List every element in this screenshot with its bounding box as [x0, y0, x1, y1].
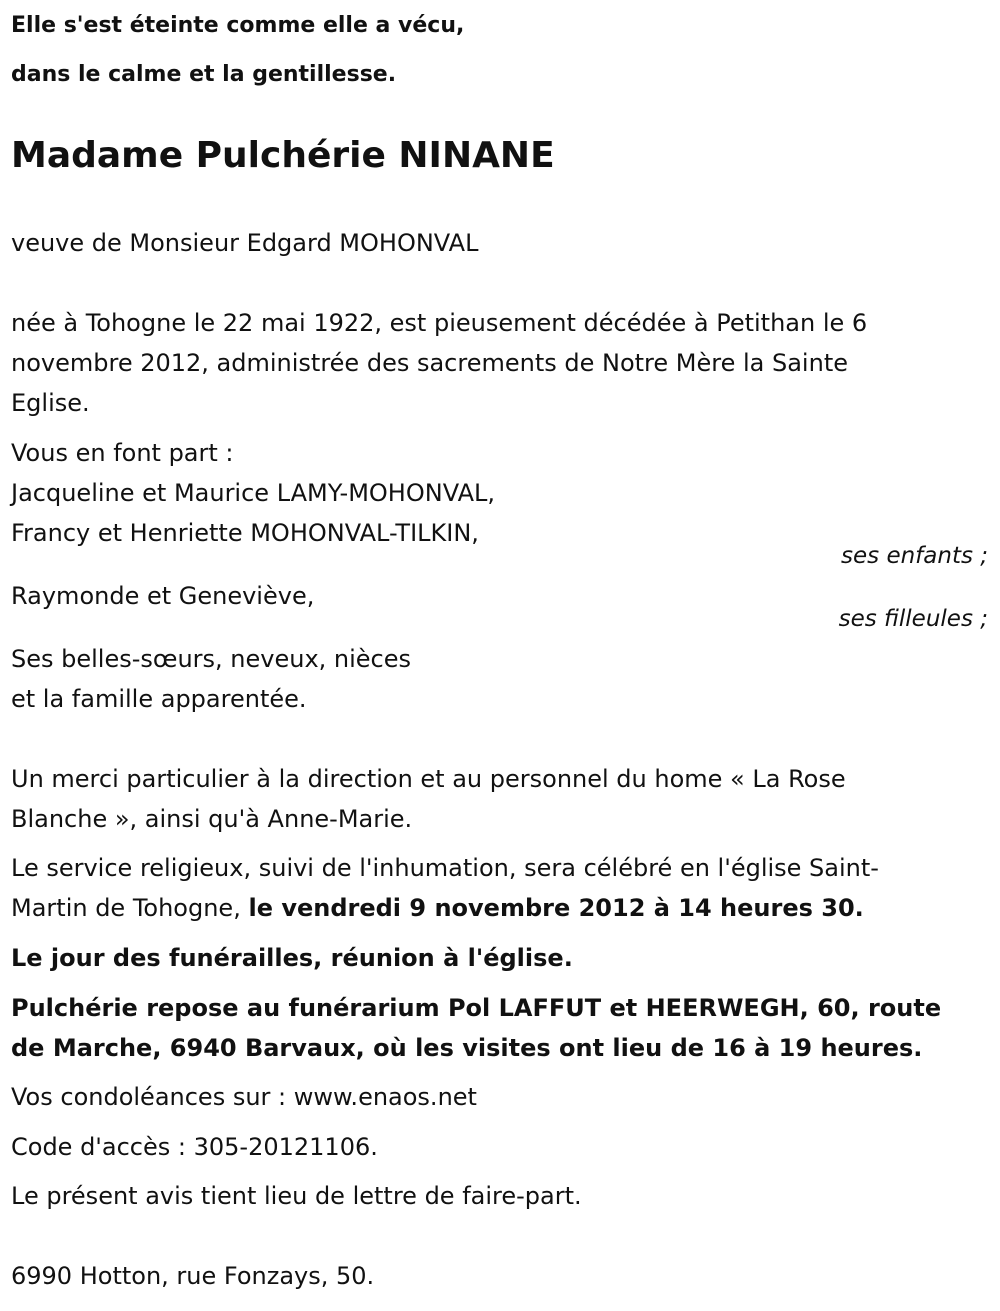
birth-death-line-2: novembre 2012, administrée des sacrements de Notre Mère la Sainte	[11, 349, 848, 377]
service-datetime: le vendredi 9 novembre 2012 à 14 heures 30.	[248, 894, 864, 922]
birth-death-line-3: Eglise.	[11, 389, 90, 417]
widow-of-line: veuve de Monsieur Edgard MOHONVAL	[11, 229, 479, 257]
goddaughters-role: ses filleules ;	[838, 606, 988, 632]
service-location: Martin de Tohogne,	[11, 894, 249, 922]
birth-death-line-1: née à Tohogne le 22 mai 1922, est pieusement décédée à Petithan le 6	[11, 309, 868, 337]
thanks-line-2: Blanche », ainsi qu'à Anne-Marie.	[11, 805, 413, 833]
access-code-line: Code d'accès : 305-20121106.	[11, 1133, 378, 1161]
funerarium-line-1: Pulchérie repose au funérarium Pol LAFFUT et HEERWEGH, 60, route	[11, 994, 942, 1022]
address-line: 6990 Hotton, rue Fonzays, 50.	[11, 1262, 375, 1290]
relatives-line-1: Ses belles-sœurs, neveux, nièces	[11, 645, 412, 673]
service-line-2	[11, 888, 864, 928]
thanks-line-1: Un merci particulier à la direction et au personnel du home « La Rose	[11, 765, 846, 793]
service-line-1: Le service religieux, suivi de l'inhumation, sera célébré en l'église Saint-	[11, 854, 879, 882]
child-line-2: Francy et Henriette MOHONVAL-TILKIN,	[11, 519, 479, 547]
condolences-line: Vos condoléances sur : www.enaos.net	[11, 1083, 477, 1111]
funerarium-line-2: de Marche, 6940 Barvaux, où les visites ont lieu de 16 à 19 heures.	[11, 1034, 923, 1062]
notice-line: Le présent avis tient lieu de lettre de faire-part.	[11, 1182, 582, 1210]
intro-line-2: dans le calme et la gentillesse.	[11, 62, 397, 87]
meeting-line: Le jour des funérailles, réunion à l'église.	[11, 944, 573, 972]
relatives-line-2: et la famille apparentée.	[11, 685, 307, 713]
deceased-name: Madame Pulchérie NINANE	[11, 135, 555, 176]
children-role: ses enfants ;	[841, 543, 988, 569]
goddaughters-line: Raymonde et Geneviève,	[11, 582, 315, 610]
intro-line-1: Elle s'est éteinte comme elle a vécu,	[11, 13, 465, 38]
announcement-intro: Vous en font part :	[11, 439, 234, 467]
child-line-1: Jacqueline et Maurice LAMY-MOHONVAL,	[11, 479, 495, 507]
